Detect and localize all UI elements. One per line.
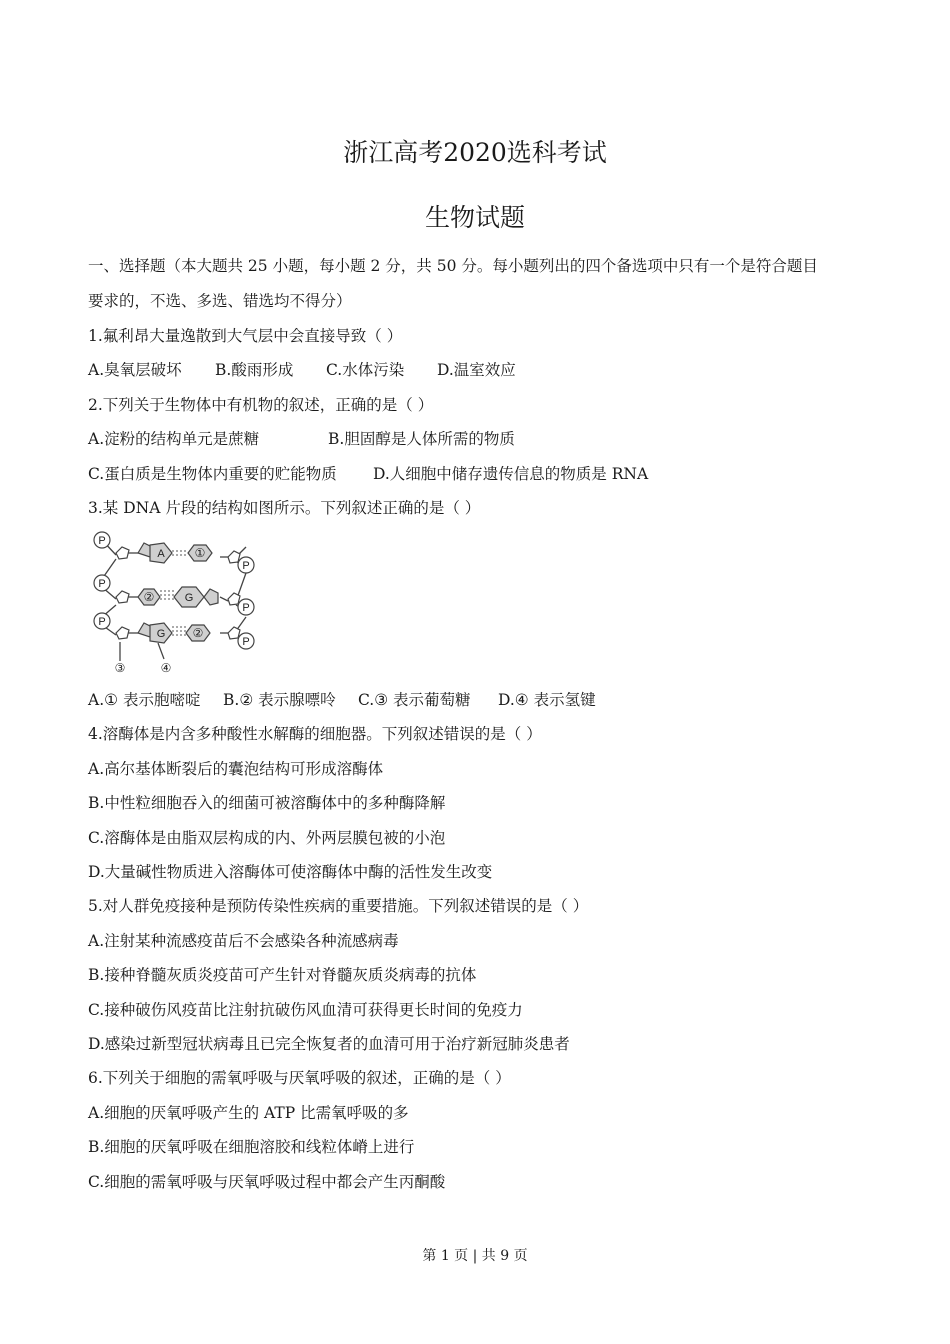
q5-option-a: A.注射某种流感疫苗后不会感染各种流感病毒 bbox=[88, 932, 399, 950]
q2-options-row2 bbox=[88, 464, 648, 484]
q5-stem: 5.对人群免疫接种是预防传染性疾病的重要措施。下列叙述错误的是（ ） bbox=[88, 897, 589, 915]
label-1: ① bbox=[194, 546, 206, 560]
phosphate-label: P bbox=[98, 616, 106, 628]
q3-stem: 3.某 DNA 片段的结构如图所示。下列叙述正确的是（ ） bbox=[88, 499, 481, 517]
q2-option-a: A.淀粉的结构单元是蔗糖 bbox=[88, 430, 260, 448]
q3-option-d: D.④ 表示氢键 bbox=[498, 691, 596, 709]
q3-options bbox=[88, 690, 596, 710]
q3-option-a: A.① 表示胞嘧啶 bbox=[88, 691, 201, 709]
q2-option-b: B.胆固醇是人体所需的物质 bbox=[328, 430, 515, 448]
q3-option-b: B.② 表示腺嘌呤 bbox=[223, 691, 336, 709]
q6-option-c: C.细胞的需氧呼吸与厌氧呼吸过程中都会产生丙酮酸 bbox=[88, 1173, 446, 1191]
q5-option-c: C.接种破伤风疫苗比注射抗破伤风血清可获得更长时间的免疫力 bbox=[88, 1001, 523, 1019]
q1-option-b: B.酸雨形成 bbox=[215, 361, 294, 379]
q1-option-d: D.温室效应 bbox=[437, 361, 516, 379]
phosphate-label: P bbox=[242, 636, 250, 648]
base-a-label: A bbox=[157, 548, 165, 560]
dna-structure-figure bbox=[88, 527, 268, 679]
q1-stem: 1.氟利昂大量逸散到大气层中会直接导致（ ） bbox=[88, 327, 403, 345]
exam-subtitle: 生物试题 bbox=[424, 203, 525, 232]
q4-option-b: B.中性粒细胞吞入的细菌可被溶酶体中的多种酶降解 bbox=[88, 794, 446, 812]
phosphate-label: P bbox=[98, 578, 106, 590]
phosphate-label: P bbox=[242, 602, 250, 614]
q6-stem: 6.下列关于细胞的需氧呼吸与厌氧呼吸的叙述，正确的是（ ） bbox=[88, 1069, 511, 1087]
q4-stem: 4.溶酶体是内含多种酸性水解酶的细胞器。下列叙述错误的是（ ） bbox=[88, 725, 542, 743]
label-2: ② bbox=[192, 626, 204, 640]
q1-options bbox=[88, 360, 516, 380]
q6-option-a: A.细胞的厌氧呼吸产生的 ATP 比需氧呼吸的多 bbox=[88, 1104, 409, 1122]
q6-option-b: B.细胞的厌氧呼吸在细胞溶胶和线粒体嵴上进行 bbox=[88, 1138, 415, 1156]
q5-option-d: D.感染过新型冠状病毒且已完全恢复者的血清可用于治疗新冠肺炎患者 bbox=[88, 1035, 570, 1053]
label-3: ③ bbox=[114, 661, 126, 675]
q2-option-c: C.蛋白质是生物体内重要的贮能物质 bbox=[88, 465, 337, 483]
base-g-label: G bbox=[184, 592, 194, 604]
section-intro-line-2: 要求的，不选、多选、错选均不得分） bbox=[88, 292, 352, 310]
q5-option-b: B.接种脊髓灰质炎疫苗可产生针对脊髓灰质炎病毒的抗体 bbox=[88, 966, 477, 984]
page-footer: 第 1 页 | 共 9 页 bbox=[422, 1248, 528, 1264]
q1-option-a: A.臭氧层破坏 bbox=[88, 361, 182, 379]
exam-title: 浙江高考2020选科考试 bbox=[343, 138, 607, 167]
q4-option-c: C.溶酶体是由脂双层构成的内、外两层膜包被的小泡 bbox=[88, 829, 446, 847]
phosphate-label: P bbox=[98, 535, 106, 547]
q3-option-c: C.③ 表示葡萄糖 bbox=[358, 691, 471, 709]
label-2: ② bbox=[143, 590, 155, 604]
q2-options-row1 bbox=[88, 429, 515, 449]
q2-option-d: D.人细胞中储存遗传信息的物质是 RNA bbox=[373, 465, 649, 483]
q1-option-c: C.水体污染 bbox=[326, 361, 405, 379]
section-intro-line-1: 一、选择题（本大题共 25 小题，每小题 2 分，共 50 分。每小题列出的四个备选项中只有一个是符合题目 bbox=[88, 257, 818, 275]
base-g-label: G bbox=[156, 628, 166, 640]
q2-stem: 2.下列关于生物体中有机物的叙述，正确的是（ ） bbox=[88, 396, 434, 414]
q4-option-d: D.大量碱性物质进入溶酶体可使溶酶体中酶的活性发生改变 bbox=[88, 863, 493, 881]
label-4: ④ bbox=[160, 661, 172, 675]
phosphate-label: P bbox=[242, 560, 250, 572]
q4-option-a: A.高尔基体断裂后的囊泡结构可形成溶酶体 bbox=[88, 760, 384, 778]
